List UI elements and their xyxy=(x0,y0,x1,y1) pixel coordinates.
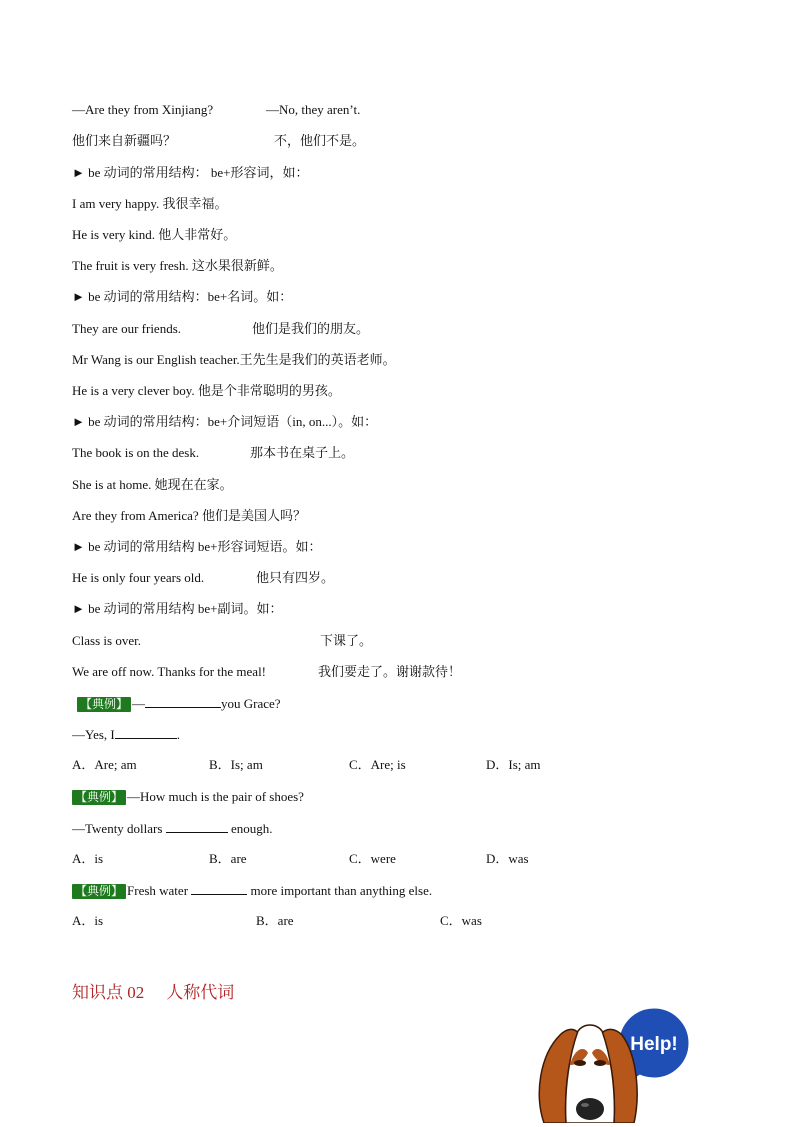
question-text: —How much is the pair of shoes? xyxy=(127,789,304,804)
question-text: more important than anything else. xyxy=(250,883,433,898)
sentence-zh: 那本书在桌子上。 xyxy=(250,445,355,460)
option-d[interactable]: D．Is; am xyxy=(486,757,541,772)
example-1-question xyxy=(77,694,281,713)
sentence-zh: 他们来自新疆吗？ xyxy=(72,133,177,148)
sentence-en: We are off now. Thanks for the meal! xyxy=(72,664,267,679)
example-tag: 【典例】 xyxy=(77,697,131,712)
sentence-line xyxy=(72,101,361,119)
question-text: Fresh water xyxy=(127,883,189,898)
answer-blank[interactable] xyxy=(166,819,228,833)
help-bubble-text: Help! xyxy=(630,1034,678,1055)
example-2-question xyxy=(72,788,304,806)
question-text: —Yes, I xyxy=(72,727,115,742)
sentence-line xyxy=(72,632,373,650)
sentence-line: The fruit is very fresh. 这水果很新鲜。 xyxy=(72,258,283,273)
sentence-line xyxy=(72,444,355,462)
structure-heading: ► be 动词的常用结构 be+副词。如： xyxy=(72,601,283,616)
sentence-line: Mr Wang is our English teacher.王先生是我们的英语老师。 xyxy=(72,352,396,367)
example-2-options xyxy=(72,850,592,868)
answer-blank[interactable] xyxy=(145,694,221,708)
help-dog-illustration xyxy=(530,1005,700,1123)
answer-blank[interactable] xyxy=(191,881,247,895)
section-title: 人称代词 xyxy=(166,983,235,1002)
section-heading xyxy=(72,978,234,1003)
dog-icon xyxy=(530,1005,700,1123)
sentence-zh: 下课了。 xyxy=(320,633,373,648)
section-label: 知识点 02 xyxy=(72,983,145,1002)
option-b[interactable]: B．Is; am xyxy=(209,757,263,772)
answer-blank[interactable] xyxy=(115,725,177,739)
structure-heading: ► be 动词的常用结构 be+形容词短语。如： xyxy=(72,539,322,554)
sentence-en-answer: —No, they aren’t. xyxy=(266,102,361,117)
sentence-line xyxy=(72,663,462,681)
question-text: you Grace? xyxy=(221,696,281,711)
structure-heading: ► be 动词的常用结构： be+形容词，如： xyxy=(72,165,309,180)
sentence-line: She is at home. 她现在在家。 xyxy=(72,477,233,492)
option-a[interactable]: A．Are; am xyxy=(72,757,137,772)
example-tag: 【典例】 xyxy=(72,884,126,899)
example-3-question xyxy=(72,881,432,900)
sentence-en: He is only four years old. xyxy=(72,570,205,585)
question-text: enough. xyxy=(230,821,273,836)
sentence-line: I am very happy. 我很幸福。 xyxy=(72,196,228,211)
structure-heading: ► be 动词的常用结构：be+名词。如： xyxy=(72,289,293,304)
example-2-reply xyxy=(72,819,272,838)
sentence-line xyxy=(72,569,335,587)
option-d[interactable]: D．was xyxy=(486,851,529,866)
question-text: —Twenty dollars xyxy=(72,821,163,836)
question-text: . xyxy=(176,727,180,742)
sentence-line: Are they from America? 他们是美国人吗？ xyxy=(72,508,306,523)
example-3-options xyxy=(72,912,592,930)
sentence-zh: 他们是我们的朋友。 xyxy=(252,321,370,336)
sentence-line xyxy=(72,320,370,338)
sentence-line: He is very kind. 他人非常好。 xyxy=(72,227,237,242)
option-a[interactable]: A．is xyxy=(72,913,104,928)
option-a[interactable]: A．is xyxy=(72,851,104,866)
dash: — xyxy=(132,696,146,711)
example-1-options xyxy=(72,756,592,774)
option-c[interactable]: C．Are; is xyxy=(349,757,406,772)
option-b[interactable]: B．are xyxy=(256,913,294,928)
sentence-en: The book is on the desk. xyxy=(72,445,200,460)
sentence-line xyxy=(72,132,366,150)
option-b[interactable]: B．are xyxy=(209,851,247,866)
sentence-zh: 他只有四岁。 xyxy=(256,570,335,585)
sentence-en: —Are they from Xinjiang? xyxy=(72,102,214,117)
structure-heading: ► be 动词的常用结构：be+介词短语（in, on...）。如： xyxy=(72,414,378,429)
sentence-zh-answer: 不，他们不是。 xyxy=(274,133,366,148)
sentence-en: Class is over. xyxy=(72,633,141,648)
sentence-zh: 我们要走了。谢谢款待！ xyxy=(318,664,462,679)
option-c[interactable]: C．were xyxy=(349,851,396,866)
option-c[interactable]: C．was xyxy=(440,913,482,928)
example-tag: 【典例】 xyxy=(72,790,126,805)
example-1-reply xyxy=(72,725,180,744)
sentence-en: They are our friends. xyxy=(72,321,182,336)
sentence-line: He is a very clever boy. 他是个非常聪明的男孩。 xyxy=(72,383,341,398)
